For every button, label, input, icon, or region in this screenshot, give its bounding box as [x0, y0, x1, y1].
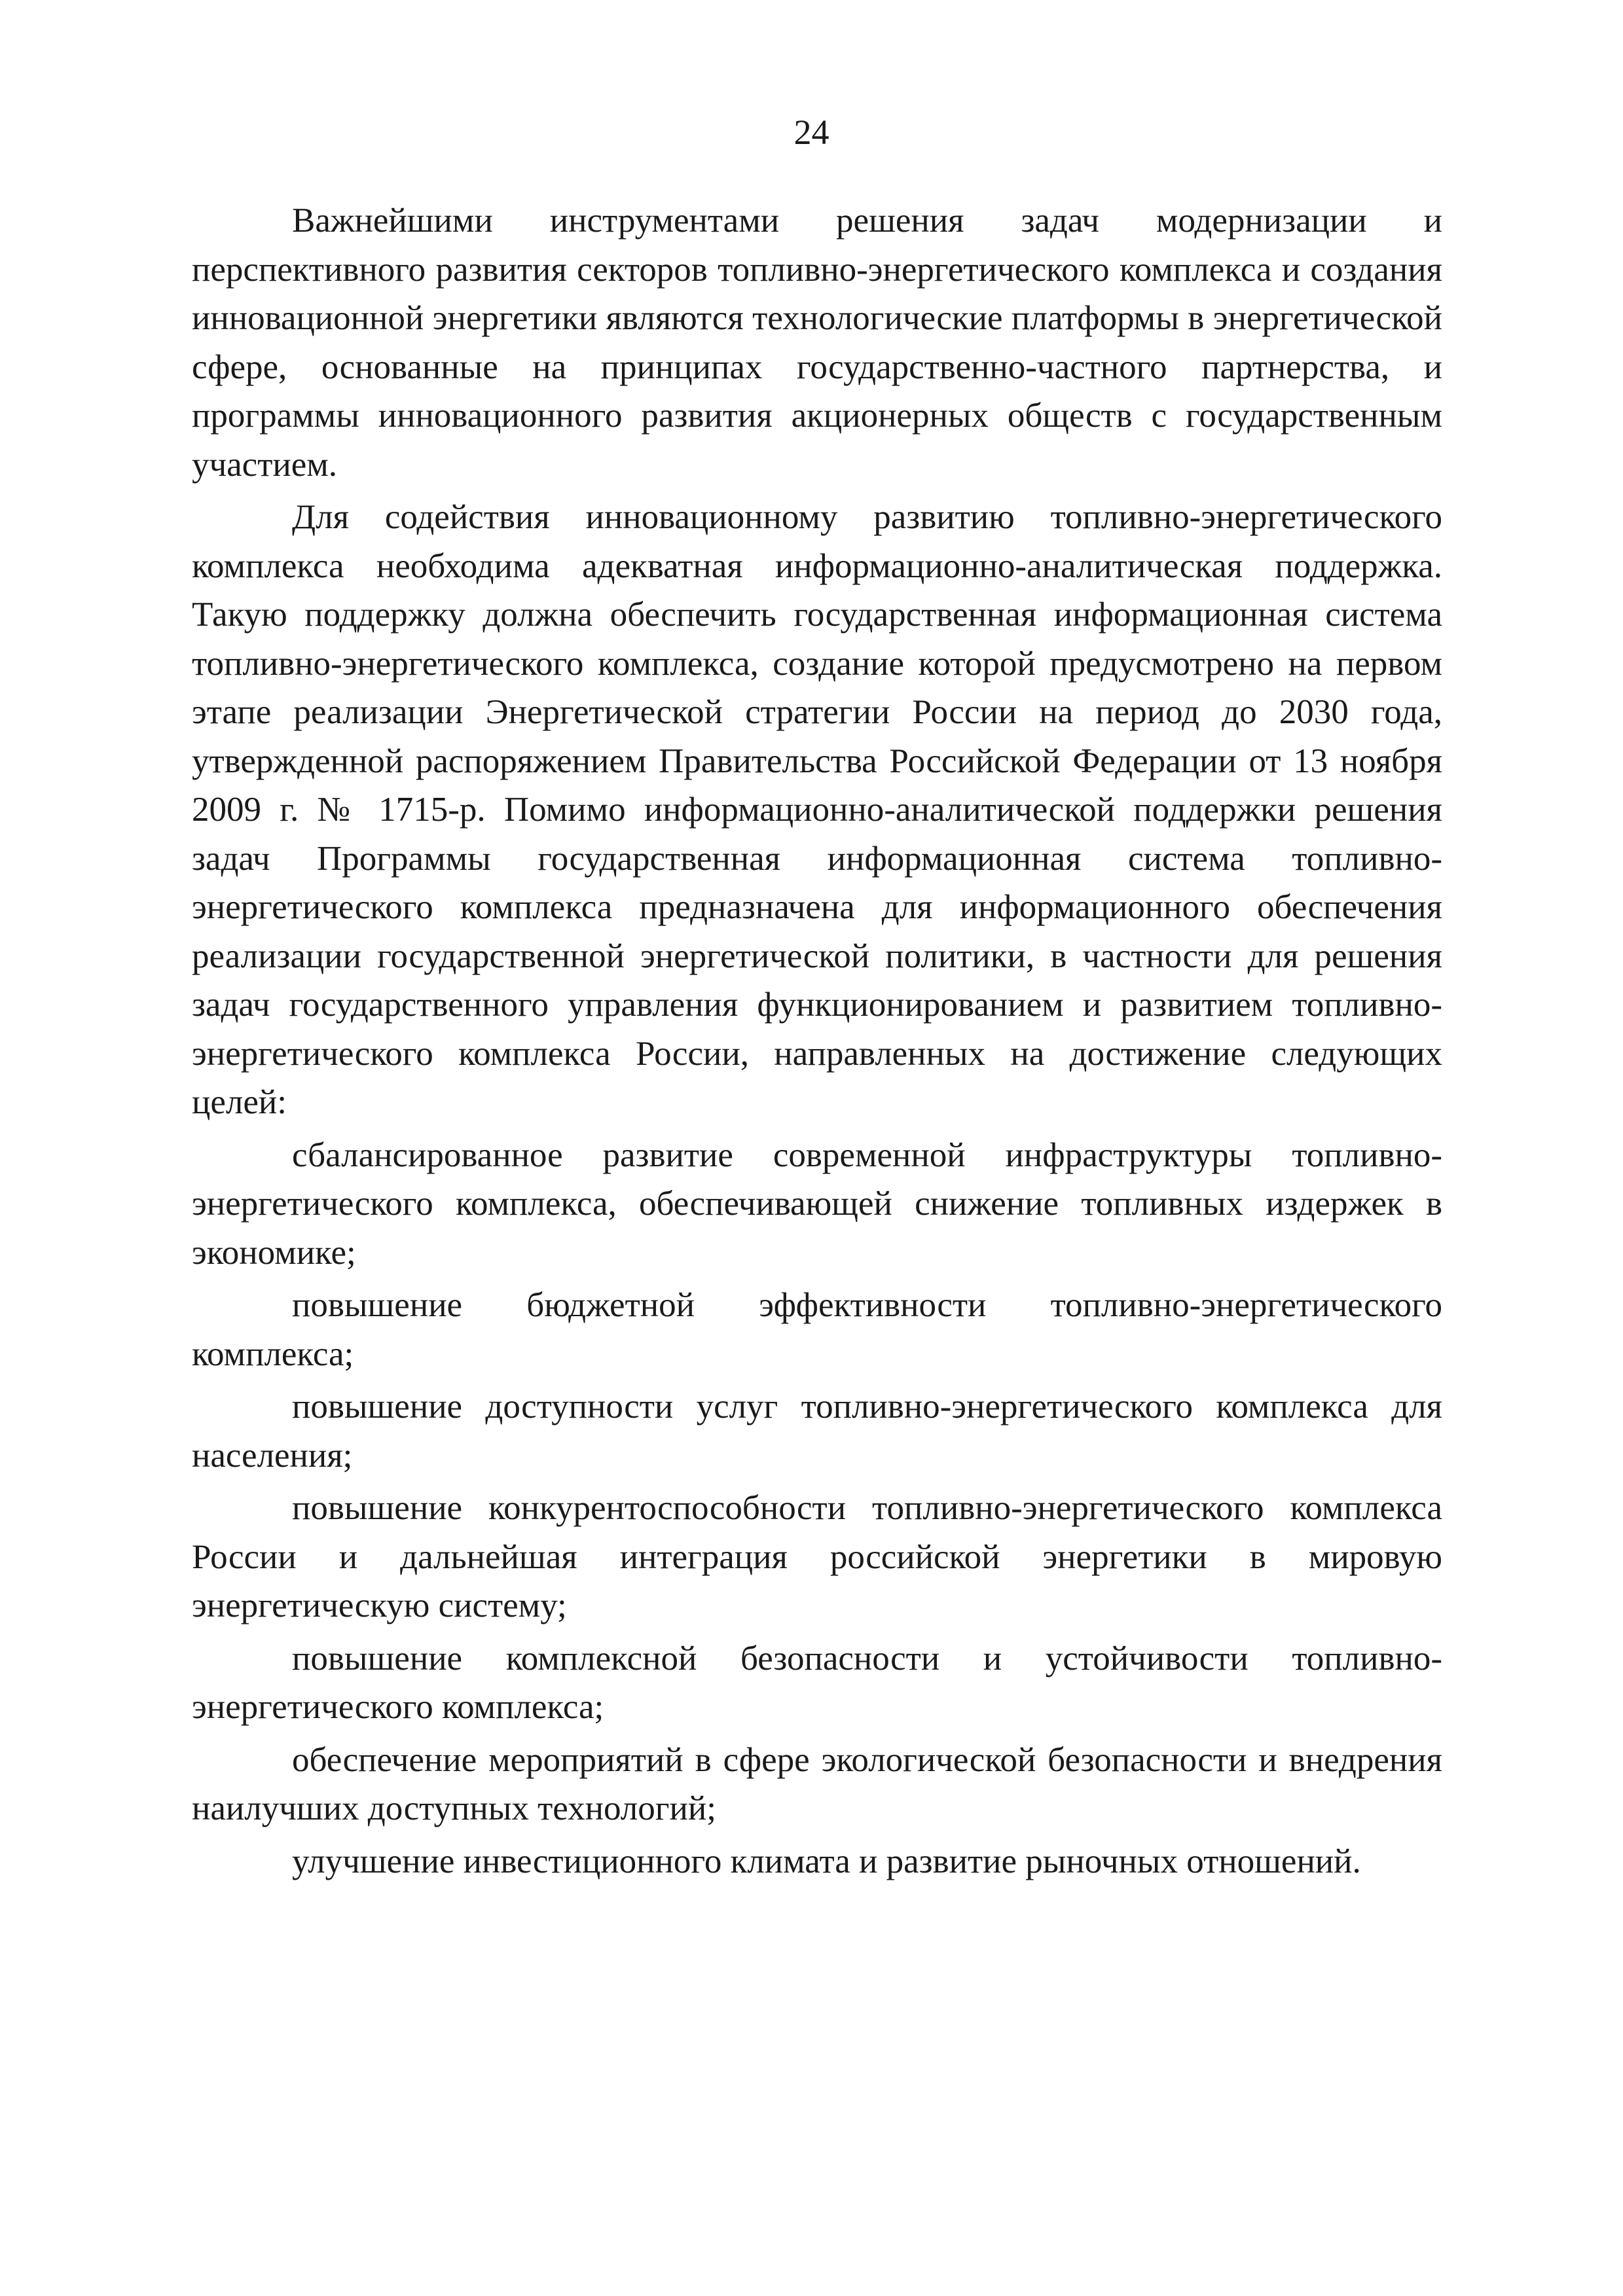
goal-competitiveness: повышение конкурентоспособности топливно-энергетического комплекса России и дальнейшая интеграция российской энергетики в мировую энергетическую систему; [192, 1489, 1442, 1624]
paragraph-key-instruments: Важнейшими инструментами решения задач модернизации и перспективного развития секторов топливно-энергетического комплекса и создания инновационной энергетики являются технологические платформы в энергетической сфере, основанные на принципах государственно-частного партнерства, и программы инновационного развития акционерных обществ с государственным участием. [192, 202, 1442, 484]
goal-security-stability: повышение комплексной безопасности и устойчивости топливно-энергетического комплекса; [192, 1639, 1442, 1726]
goal-service-accessibility: повышение доступности услуг топливно-энергетического комплекса для населения; [192, 1388, 1442, 1475]
page-number: 24 [793, 113, 830, 152]
goal-balanced-infrastructure: сбалансированное развитие современной инфраструктуры топливно-энергетического комплекса, обеспечивающей снижение топливных издержек в экономике; [192, 1136, 1442, 1272]
goal-budget-efficiency: повышение бюджетной эффективности топливно-энергетического комплекса; [192, 1286, 1442, 1373]
body-text [192, 196, 1442, 1890]
goal-investment-climate: улучшение инвестиционного климата и развитие рыночных отношений. [292, 1842, 1361, 1880]
goal-ecological-safety: обеспечение мероприятий в сфере экологической безопасности и внедрения наилучших доступных технологий; [192, 1740, 1442, 1827]
paragraph-information-support: Для содействия инновационному развитию топливно-энергетического комплекса необходима адекватная информационно-аналитическая поддержка. Такую поддержку должна обеспечить государственная информационная система топливно-энергетического комплекса, создание которой предусмотрено на первом этапе реализации Энергетической стратегии России на период до 2030 года, утвержденной распоряжением Правительства Российской Федерации от 13 ноября 2009 г. № 1715-р. Помимо информационно-аналитической поддержки решения задач Программы государственная информационная система топливно-энергетического комплекса предназначена для информационного обеспечения реализации государственной энергетической политики, в частности для решения задач государственного управления функционированием и развитием топливно-энергетического комплекса России, направленных на достижение следующих целей: [192, 498, 1442, 1121]
